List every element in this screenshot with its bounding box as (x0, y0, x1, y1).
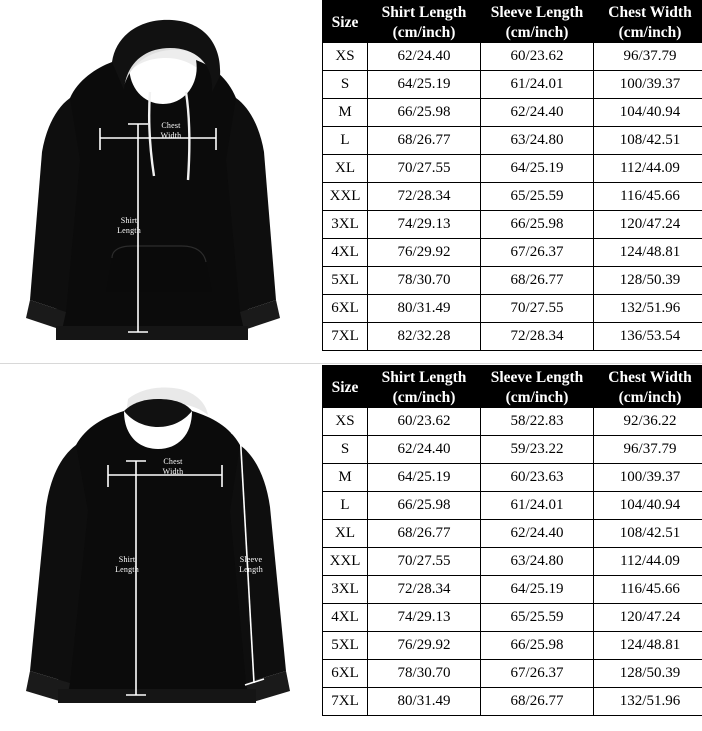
cell-shirt-length: 66/25.98 (368, 99, 481, 127)
unit-sleeve-length: (cm/inch) (481, 23, 594, 43)
cell-sleeve-length: 66/25.98 (481, 211, 594, 239)
table-row (323, 239, 702, 267)
cell-size: L (323, 492, 368, 520)
cell-shirt-length: 68/26.77 (368, 127, 481, 155)
cell-chest-width: 100/39.37 (594, 71, 702, 99)
table-row (323, 688, 702, 716)
header-chest-width: Chest Width (594, 1, 702, 23)
cell-sleeve-length: 62/24.40 (481, 99, 594, 127)
cell-shirt-length: 72/28.34 (368, 576, 481, 604)
cell-chest-width: 136/53.54 (594, 323, 702, 351)
cell-chest-width: 96/37.79 (594, 436, 702, 464)
cell-chest-width: 116/45.66 (594, 183, 702, 211)
cell-chest-width: 108/42.51 (594, 520, 702, 548)
cell-shirt-length: 78/30.70 (368, 660, 481, 688)
table-head (323, 366, 702, 408)
cell-chest-width: 112/44.09 (594, 155, 702, 183)
cell-chest-width: 128/50.39 (594, 660, 702, 688)
cell-sleeve-length: 60/23.62 (481, 43, 594, 71)
table-row (323, 267, 702, 295)
table-row (323, 43, 702, 71)
cell-sleeve-length: 66/25.98 (481, 632, 594, 660)
cell-chest-width: 112/44.09 (594, 548, 702, 576)
cell-sleeve-length: 64/25.19 (481, 576, 594, 604)
cell-size: 7XL (323, 688, 368, 716)
cell-sleeve-length: 70/27.55 (481, 295, 594, 323)
chest-width-label: Chest Width (162, 457, 184, 476)
cell-sleeve-length: 59/23.22 (481, 436, 594, 464)
hoodie-illustration (0, 0, 322, 364)
cell-size: S (323, 71, 368, 99)
panel-hoodie (0, 0, 702, 364)
table-row (323, 99, 702, 127)
cell-size: 3XL (323, 211, 368, 239)
table-row (323, 576, 702, 604)
table-row (323, 632, 702, 660)
table-row (323, 71, 702, 99)
table-body (323, 43, 702, 351)
cell-shirt-length: 62/24.40 (368, 43, 481, 71)
cell-chest-width: 92/36.22 (594, 408, 702, 436)
cell-size: 6XL (323, 660, 368, 688)
table-row (323, 295, 702, 323)
table-row (323, 520, 702, 548)
cell-chest-width: 96/37.79 (594, 43, 702, 71)
chest-width-label: Chest Width (160, 121, 182, 140)
unit-chest-width: (cm/inch) (594, 388, 702, 408)
cell-shirt-length: 78/30.70 (368, 267, 481, 295)
cell-size: 6XL (323, 295, 368, 323)
table-row (323, 408, 702, 436)
sleeve-length-label: Sleeve Length (239, 555, 263, 574)
cell-size: 4XL (323, 604, 368, 632)
cell-sleeve-length: 65/25.59 (481, 604, 594, 632)
cell-shirt-length: 72/28.34 (368, 183, 481, 211)
cell-size: 5XL (323, 632, 368, 660)
panel-sweatshirt (0, 365, 702, 731)
cell-size: 4XL (323, 239, 368, 267)
cell-shirt-length: 64/25.19 (368, 464, 481, 492)
table-row (323, 660, 702, 688)
cell-shirt-length: 64/25.19 (368, 71, 481, 99)
cell-shirt-length: 60/23.62 (368, 408, 481, 436)
cell-chest-width: 124/48.81 (594, 632, 702, 660)
cell-sleeve-length: 68/26.77 (481, 688, 594, 716)
cell-shirt-length: 82/32.28 (368, 323, 481, 351)
cell-sleeve-length: 62/24.40 (481, 520, 594, 548)
table-header-row (323, 1, 702, 23)
cell-size: M (323, 464, 368, 492)
shirt-length-label: Shirt Length (115, 555, 139, 574)
cell-shirt-length: 74/29.13 (368, 604, 481, 632)
sweatshirt-svg (0, 365, 322, 731)
cell-shirt-length: 76/29.92 (368, 239, 481, 267)
cell-chest-width: 124/48.81 (594, 239, 702, 267)
header-chest-width: Chest Width (594, 366, 702, 388)
header-sleeve-length: Sleeve Length (481, 1, 594, 23)
cell-chest-width: 120/47.24 (594, 211, 702, 239)
cell-size: XS (323, 43, 368, 71)
cell-sleeve-length: 63/24.80 (481, 548, 594, 576)
header-sleeve-length: Sleeve Length (481, 366, 594, 388)
unit-shirt-length: (cm/inch) (368, 388, 481, 408)
cell-sleeve-length: 67/26.37 (481, 660, 594, 688)
cell-chest-width: 116/45.66 (594, 576, 702, 604)
cell-size: XXL (323, 548, 368, 576)
cell-size: 7XL (323, 323, 368, 351)
table-row (323, 464, 702, 492)
cell-chest-width: 132/51.96 (594, 295, 702, 323)
cell-chest-width: 100/39.37 (594, 464, 702, 492)
cell-chest-width: 132/51.96 (594, 688, 702, 716)
cell-size: XL (323, 155, 368, 183)
table-row (323, 548, 702, 576)
cell-sleeve-length: 61/24.01 (481, 71, 594, 99)
table-row (323, 127, 702, 155)
table-body (323, 408, 702, 716)
table-row (323, 604, 702, 632)
cell-chest-width: 108/42.51 (594, 127, 702, 155)
header-size: Size (323, 1, 368, 43)
unit-sleeve-length: (cm/inch) (481, 388, 594, 408)
cell-chest-width: 104/40.94 (594, 99, 702, 127)
cell-sleeve-length: 60/23.63 (481, 464, 594, 492)
cell-sleeve-length: 58/22.83 (481, 408, 594, 436)
header-shirt-length: Shirt Length (368, 366, 481, 388)
sweatshirt-size-table-wrap (322, 365, 702, 731)
table-row (323, 436, 702, 464)
sweatshirt-illustration (0, 365, 322, 731)
table-row (323, 211, 702, 239)
cell-sleeve-length: 61/24.01 (481, 492, 594, 520)
table-header-row (323, 366, 702, 388)
cell-sleeve-length: 67/26.37 (481, 239, 594, 267)
cell-sleeve-length: 65/25.59 (481, 183, 594, 211)
cell-shirt-length: 74/29.13 (368, 211, 481, 239)
cell-shirt-length: 76/29.92 (368, 632, 481, 660)
table-row (323, 492, 702, 520)
cell-chest-width: 120/47.24 (594, 604, 702, 632)
cell-size: XS (323, 408, 368, 436)
header-shirt-length: Shirt Length (368, 1, 481, 23)
cell-size: XL (323, 520, 368, 548)
table-head (323, 1, 702, 43)
cell-shirt-length: 70/27.55 (368, 155, 481, 183)
sweatshirt-size-table (322, 365, 702, 716)
hoodie-size-table-wrap (322, 0, 702, 364)
cell-size: L (323, 127, 368, 155)
shirt-length-label: Shirt Length (117, 216, 141, 235)
table-row (323, 323, 702, 351)
cell-chest-width: 104/40.94 (594, 492, 702, 520)
unit-chest-width: (cm/inch) (594, 23, 702, 43)
cell-size: 5XL (323, 267, 368, 295)
table-row (323, 183, 702, 211)
unit-shirt-length: (cm/inch) (368, 23, 481, 43)
header-size: Size (323, 366, 368, 408)
cell-shirt-length: 66/25.98 (368, 492, 481, 520)
cell-shirt-length: 70/27.55 (368, 548, 481, 576)
cell-sleeve-length: 72/28.34 (481, 323, 594, 351)
cell-sleeve-length: 63/24.80 (481, 127, 594, 155)
hoodie-svg (0, 0, 322, 364)
cell-shirt-length: 80/31.49 (368, 688, 481, 716)
cell-size: M (323, 99, 368, 127)
table-unit-row (323, 388, 702, 408)
cell-chest-width: 128/50.39 (594, 267, 702, 295)
table-unit-row (323, 23, 702, 43)
cell-shirt-length: 62/24.40 (368, 436, 481, 464)
cell-size: XXL (323, 183, 368, 211)
table-row (323, 155, 702, 183)
cell-size: 3XL (323, 576, 368, 604)
hoodie-size-table (322, 0, 702, 351)
cell-shirt-length: 68/26.77 (368, 520, 481, 548)
cell-sleeve-length: 68/26.77 (481, 267, 594, 295)
cell-shirt-length: 80/31.49 (368, 295, 481, 323)
cell-size: S (323, 436, 368, 464)
cell-sleeve-length: 64/25.19 (481, 155, 594, 183)
